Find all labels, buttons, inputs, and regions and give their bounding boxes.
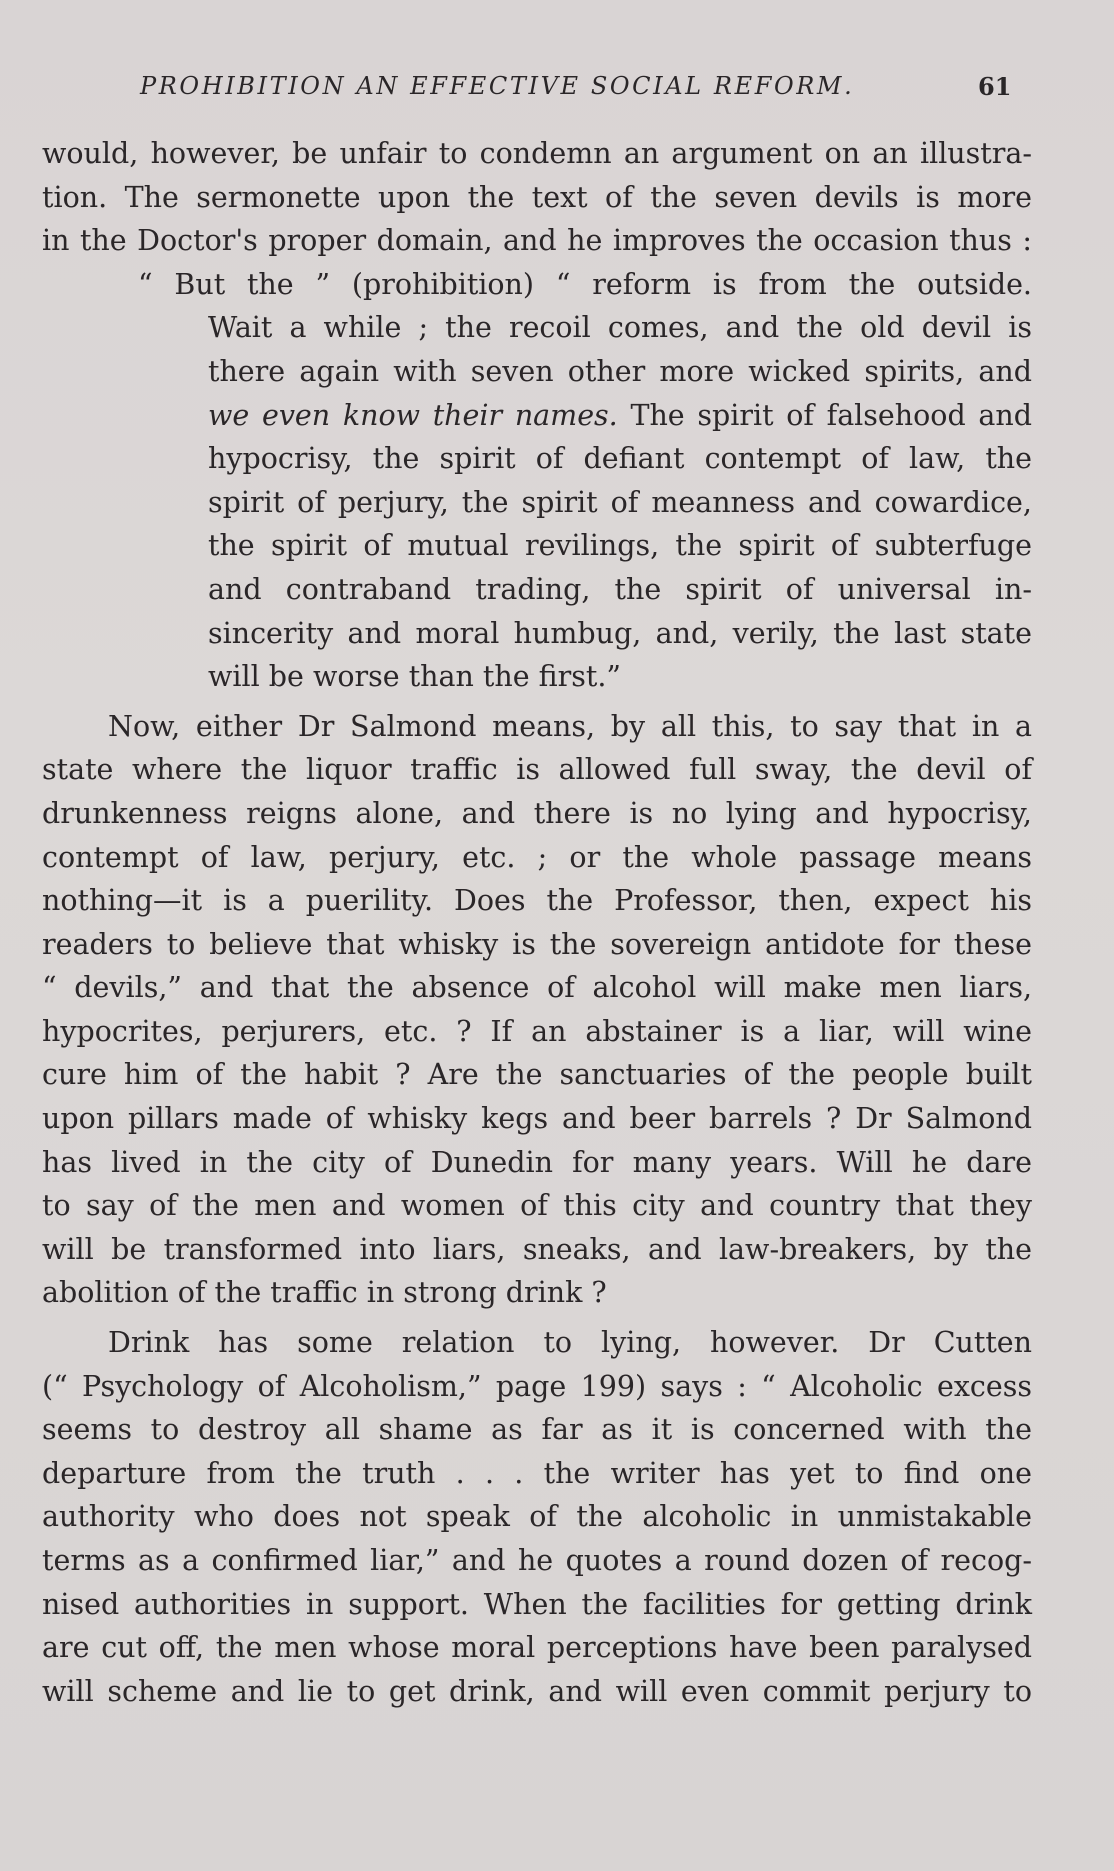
text-line: Drink has some relation to lying, however. Dr Cutten bbox=[108, 1326, 1032, 1360]
text-line: are cut off, the men whose moral perceptions have been paralysed bbox=[42, 1631, 1032, 1665]
paragraph-2 bbox=[42, 705, 1032, 1315]
text-line: seems to destroy all shame as far as it is concerned with the bbox=[42, 1413, 1032, 1447]
quote-line: there again with seven other more wicked spirits, and bbox=[208, 354, 1032, 388]
text-line: “ devils,” and that the absence of alcohol will make men liars, bbox=[42, 971, 1032, 1005]
text-line: state where the liquor traffic is allowed full sway, the devil of bbox=[42, 753, 1032, 787]
text-line: authority who does not speak of the alcoholic in unmistakable bbox=[42, 1500, 1032, 1534]
running-head bbox=[140, 72, 1020, 112]
text-line: nothing—it is a puerility. Does the Professor, then, expect his bbox=[42, 884, 1032, 918]
text-line: terms as a confirmed liar,” and he quotes a round dozen of recog- bbox=[42, 1544, 1032, 1577]
text-line: to say of the men and women of this city and country that they bbox=[42, 1189, 1032, 1223]
text-line: hypocrites, perjurers, etc. ? If an abstainer is a liar, will wine bbox=[42, 1014, 1032, 1048]
quote-line: spirit of perjury, the spirit of meanness and cowardice, bbox=[208, 485, 1032, 519]
quote-line: and contraband trading, the spirit of universal in- bbox=[208, 572, 1032, 606]
quote-line: will be worse than the first.” bbox=[208, 660, 621, 694]
quote-line: the spirit of mutual revilings, the spirit of subterfuge bbox=[208, 529, 1032, 563]
text-line: nised authorities in support. When the facilities for getting drink bbox=[42, 1587, 1032, 1621]
text-line: contempt of law, perjury, etc. ; or the whole passage means bbox=[42, 840, 1032, 874]
text-line: (“ Psychology of Alcoholism,” page 199) says : “ Alcoholic excess bbox=[42, 1369, 1032, 1403]
text-line: upon pillars made of whisky kegs and beer barrels ? Dr Salmond bbox=[42, 1102, 1032, 1136]
intro-paragraph bbox=[42, 132, 1032, 263]
text-line: drunkenness reigns alone, and there is no lying and hypocrisy, bbox=[42, 796, 1032, 830]
block-quote bbox=[42, 263, 1032, 699]
quote-line bbox=[42, 394, 1032, 438]
text-line: Now, either Dr Salmond means, by all this, to say that in a bbox=[108, 709, 1032, 743]
text-line: departure from the truth . . . the writer has yet to find one bbox=[42, 1456, 1032, 1490]
quote-line: Wait a while ; the recoil comes, and the old devil is bbox=[208, 311, 1032, 345]
text-line: in the Doctor's proper domain, and he improves the occasion thus : bbox=[42, 224, 1032, 258]
quote-line: hypocrisy, the spirit of defiant contempt of law, the bbox=[208, 442, 1032, 476]
text-line: would, however, be unfair to condemn an argument on an illustra- bbox=[42, 137, 1032, 170]
text-line: tion. The sermonette upon the text of the seven devils is more bbox=[42, 180, 1032, 214]
text-line: abolition of the traffic in strong drink ? bbox=[42, 1276, 607, 1310]
quote-line: sincerity and moral humbug, and, verily, the last state bbox=[208, 616, 1032, 650]
text-line: has lived in the city of Dunedin for many years. Will he dare bbox=[42, 1145, 1032, 1179]
quote-line: “ But the ” (prohibition) “ reform is from the outside. bbox=[138, 267, 1032, 301]
running-head-title: PROHIBITION AN EFFECTIVE SOCIAL REFORM. bbox=[140, 72, 855, 100]
text-line: will be transformed into liars, sneaks, and law-breakers, by the bbox=[42, 1232, 1032, 1266]
quote-line-rest: The spirit of falsehood and bbox=[617, 398, 1032, 432]
paragraph-3 bbox=[42, 1321, 1032, 1713]
page-number: 61 bbox=[978, 72, 1012, 101]
body-text bbox=[42, 132, 1032, 1713]
text-line: cure him of the habit ? Are the sanctuaries of the people built bbox=[42, 1058, 1032, 1092]
italic-phrase: we even know their names. bbox=[208, 398, 618, 432]
text-line: readers to believe that whisky is the sovereign antidote for these bbox=[42, 927, 1032, 961]
text-line: will scheme and lie to get drink, and will even commit perjury to bbox=[42, 1674, 1032, 1708]
